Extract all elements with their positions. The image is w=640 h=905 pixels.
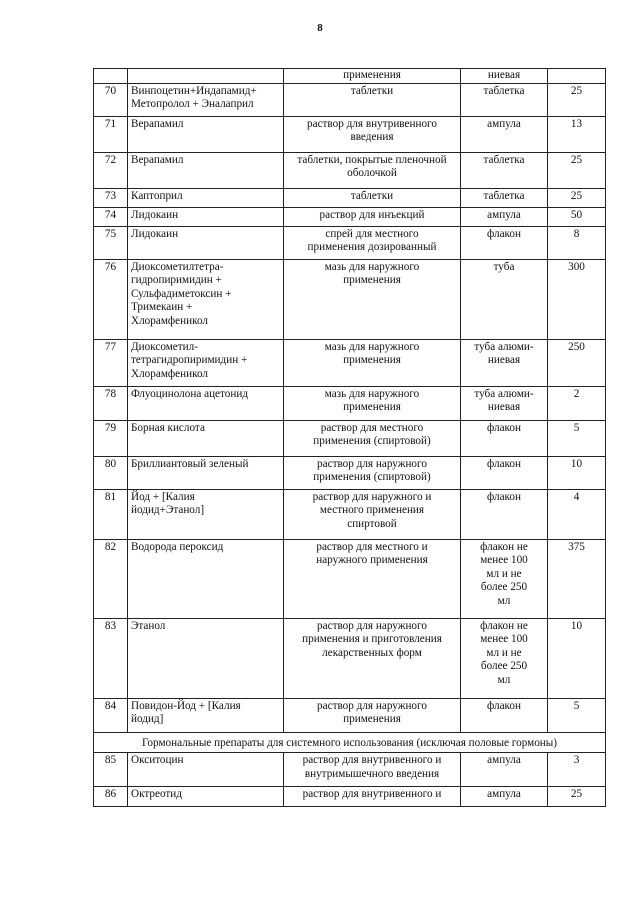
package-line: флакон не (480, 540, 528, 553)
drug-name-line: йодид+Этанол] (131, 504, 205, 516)
cell-number: 75 (94, 226, 128, 259)
dosage-form-line: таблетки (350, 84, 394, 97)
cell-qty: 4 (548, 489, 606, 539)
cell-pack (461, 152, 548, 188)
drug-name-line: Хлорамфеникол (131, 367, 208, 380)
cell-form (284, 259, 461, 339)
cell-pack (461, 386, 548, 420)
dosage-form-line: спрей для местного (325, 227, 419, 240)
cell-name (128, 618, 284, 698)
dosage-form-line: раствор для внутривенного и (302, 754, 442, 766)
dosage-form-line: применения (343, 354, 401, 366)
package-line: флакон (487, 457, 521, 470)
cell-number: 83 (94, 618, 128, 698)
cell-qty: 25 (548, 787, 606, 807)
drug-name-line: Повидон-Йод + [Калия (131, 699, 241, 712)
cell-number: 77 (94, 339, 128, 386)
drug-name-line: Верапамил (131, 117, 184, 130)
drug-name-line: Сульфадиметоксин + (131, 287, 232, 300)
dosage-form-line: мазь для наружного (324, 260, 420, 273)
cell-name (128, 489, 284, 539)
dosage-form-line: раствор для внутривенного и (302, 788, 442, 800)
cell-name (128, 386, 284, 420)
dosage-form-line: спиртовой (347, 517, 397, 530)
package-line: туба алюми- (474, 387, 534, 400)
drug-name-line: Винпоцетин+Индапамид+ (131, 84, 257, 97)
cell-qty: 25 (548, 83, 606, 116)
cell-name (128, 787, 284, 807)
cell-form (284, 116, 461, 152)
drug-name-line: Каптоприл (131, 189, 183, 202)
table-row (94, 339, 606, 386)
cell-name (128, 259, 284, 339)
cell-name (128, 152, 284, 188)
table-row (94, 539, 606, 618)
cell-qty: 50 (548, 207, 606, 226)
package-line: ниевая (487, 354, 521, 366)
package-line: таблетка (483, 153, 525, 166)
drug-name-line: Флуоцинолона ацетонид (131, 387, 249, 400)
drug-name-line: Борная кислота (131, 421, 205, 434)
cell-name (128, 207, 284, 226)
cell-number: 81 (94, 489, 128, 539)
drug-name-line: тетрагидропиримидин + (131, 354, 248, 366)
drug-name-line: Диоксометил- (131, 340, 198, 353)
dosage-form-line: внутримышечного введения (304, 767, 440, 780)
table-row (94, 698, 606, 732)
drug-name-line: Окситоцин (131, 754, 184, 766)
cell-qty: 25 (548, 152, 606, 188)
drug-name-line: Водорода пероксид (131, 540, 224, 553)
cell-form (284, 539, 461, 618)
cell-qty: 13 (548, 116, 606, 152)
drug-table-body (94, 69, 606, 807)
cell-form (284, 753, 461, 787)
dosage-form-line: местного применения (319, 504, 425, 516)
dosage-form-line: мазь для наружного (324, 387, 420, 400)
cell-number: 74 (94, 207, 128, 226)
package-line: флакон (487, 699, 521, 712)
cell-qty: 5 (548, 698, 606, 732)
drug-name-line: Октреотид (131, 788, 182, 800)
cell-name (128, 456, 284, 489)
cell-pack (461, 489, 548, 539)
table-row (94, 618, 606, 698)
table-row (94, 259, 606, 339)
cell-number: 82 (94, 539, 128, 618)
cell-pack (461, 698, 548, 732)
dosage-form-line: раствор для местного (320, 421, 424, 434)
dosage-form-line: раствор для наружного (317, 457, 427, 470)
table-row (94, 456, 606, 489)
cell-number: 71 (94, 116, 128, 152)
cell-pack (461, 207, 548, 226)
cell-form: применения (284, 69, 461, 84)
drug-name-line: Хлорамфеникол (131, 314, 208, 327)
cell-name (128, 539, 284, 618)
drug-name-line: Лидокаин (131, 208, 179, 221)
cell-qty: 10 (548, 618, 606, 698)
cell-qty: 25 (548, 188, 606, 207)
cell-qty: 2 (548, 386, 606, 420)
dosage-form-line: раствор для наружного и (312, 490, 432, 503)
cell-form (284, 489, 461, 539)
package-line: ниевая (487, 401, 521, 413)
cell-number: 73 (94, 188, 128, 207)
cell-form (284, 420, 461, 456)
dosage-form-line: таблетки, покрытые пленочной (297, 153, 447, 166)
page-number: 8 (317, 22, 323, 34)
cell-pack (461, 456, 548, 489)
section-title: Гормональные препараты для системного использования (исключая половые гормоны) (94, 732, 606, 753)
cell-pack (461, 259, 548, 339)
package-line: ампула (487, 788, 521, 800)
table-row (94, 152, 606, 188)
dosage-form-line: раствор для наружного (317, 619, 427, 632)
dosage-form-line: наружного применения (316, 554, 428, 566)
dosage-form-line: введения (350, 131, 394, 143)
cell-qty: 375 (548, 539, 606, 618)
cell-qty: 8 (548, 226, 606, 259)
package-line: флакон (487, 490, 521, 503)
table-row (94, 420, 606, 456)
cell-pack (461, 618, 548, 698)
cell-qty: 5 (548, 420, 606, 456)
drug-name-line: йодид] (131, 713, 164, 725)
drug-name-line: Верапамил (131, 153, 184, 166)
cell-form (284, 83, 461, 116)
drug-name-line: Метопролол + Эналаприл (131, 98, 254, 110)
dosage-form-line: раствор для инъекций (319, 208, 425, 221)
cell-form (284, 226, 461, 259)
dosage-form-line: применения (спиртовой) (313, 471, 431, 483)
dosage-form-line: мазь для наружного (324, 340, 420, 353)
cell-number: 84 (94, 698, 128, 732)
package-line: мл и не (486, 567, 522, 580)
package-line: туба алюми- (474, 340, 534, 353)
cell-name (128, 83, 284, 116)
table-row (94, 226, 606, 259)
drug-name-line: Лидокаин (131, 227, 179, 240)
cell-form (284, 618, 461, 698)
drug-name-line: Йод + [Калия (131, 490, 195, 503)
cell-pack (461, 420, 548, 456)
package-line: ампула (487, 117, 521, 130)
table-row (94, 188, 606, 207)
cell-number: 79 (94, 420, 128, 456)
package-line: мл (497, 673, 511, 686)
cell-pack (461, 83, 548, 116)
cell-name (128, 69, 284, 84)
package-line: флакон не (480, 619, 528, 632)
cell-number: 86 (94, 787, 128, 807)
dosage-form-line: применения (спиртовой) (313, 435, 431, 447)
dosage-form-line: раствор для местного и (316, 540, 428, 553)
package-line: более 250 (480, 581, 528, 593)
cell-pack (461, 226, 548, 259)
dosage-form-line: применения дозированный (307, 241, 437, 253)
package-line: более 250 (480, 660, 528, 672)
cell-form (284, 339, 461, 386)
cell-number: 76 (94, 259, 128, 339)
cell-name (128, 116, 284, 152)
cell-name (128, 698, 284, 732)
cell-name (128, 188, 284, 207)
cell-qty: 3 (548, 753, 606, 787)
cell-name (128, 753, 284, 787)
cell-qty: 250 (548, 339, 606, 386)
dosage-form-line: раствор для наружного (317, 699, 427, 712)
cell-number: 72 (94, 152, 128, 188)
table-row (94, 753, 606, 787)
table-row (94, 116, 606, 152)
table-row (94, 787, 606, 807)
cell-qty (548, 69, 606, 84)
cell-pack (461, 339, 548, 386)
drug-table (93, 68, 606, 807)
package-line: флакон (487, 227, 521, 240)
cell-pack (461, 539, 548, 618)
dosage-form-line: применения и приготовления (302, 633, 442, 645)
dosage-form-line: лекарственных форм (322, 646, 422, 659)
package-line: мл и не (486, 646, 522, 659)
section-header-row (94, 732, 606, 753)
cell-form (284, 456, 461, 489)
drug-name-line: Бриллиантовый зеленый (131, 457, 249, 470)
dosage-form-line: применения (343, 713, 401, 725)
cell-pack (461, 787, 548, 807)
cell-number: 80 (94, 456, 128, 489)
cell-pack (461, 753, 548, 787)
cell-name (128, 420, 284, 456)
cell-form (284, 152, 461, 188)
dosage-form-line: применения (343, 401, 401, 413)
cell-number: 85 (94, 753, 128, 787)
drug-name-line: гидропиримидин + (131, 274, 222, 286)
package-line: ампула (487, 754, 521, 766)
package-line: менее 100 (480, 554, 528, 566)
continued-header-row (94, 69, 606, 84)
drug-name-line: Этанол (131, 619, 166, 632)
dosage-form-line: таблетки (350, 189, 394, 202)
cell-pack (461, 188, 548, 207)
cell-form (284, 188, 461, 207)
package-line: менее 100 (480, 633, 528, 645)
cell-qty: 300 (548, 259, 606, 339)
cell-qty: 10 (548, 456, 606, 489)
cell-number (94, 69, 128, 84)
package-line: таблетка (483, 84, 525, 97)
package-line: туба (493, 260, 515, 273)
dosage-form-line: раствор для внутривенного (307, 117, 437, 130)
cell-name (128, 339, 284, 386)
drug-name-line: Диоксометилтетра- (131, 260, 224, 273)
package-line: таблетка (483, 189, 525, 202)
table-row (94, 207, 606, 226)
dosage-form-line: применения (343, 274, 401, 286)
cell-form (284, 698, 461, 732)
cell-pack (461, 116, 548, 152)
package-line: флакон (487, 421, 521, 434)
package-line: мл (497, 594, 511, 607)
cell-number: 70 (94, 83, 128, 116)
cell-number: 78 (94, 386, 128, 420)
package-line: ампула (487, 208, 521, 221)
table-row (94, 83, 606, 116)
cell-form (284, 386, 461, 420)
table-row (94, 386, 606, 420)
dosage-form-line: оболочкой (347, 167, 397, 179)
table-row (94, 489, 606, 539)
cell-form (284, 207, 461, 226)
cell-form (284, 787, 461, 807)
cell-name (128, 226, 284, 259)
drug-name-line: Тримекаин + (131, 301, 193, 313)
cell-pack: ниевая (461, 69, 548, 84)
